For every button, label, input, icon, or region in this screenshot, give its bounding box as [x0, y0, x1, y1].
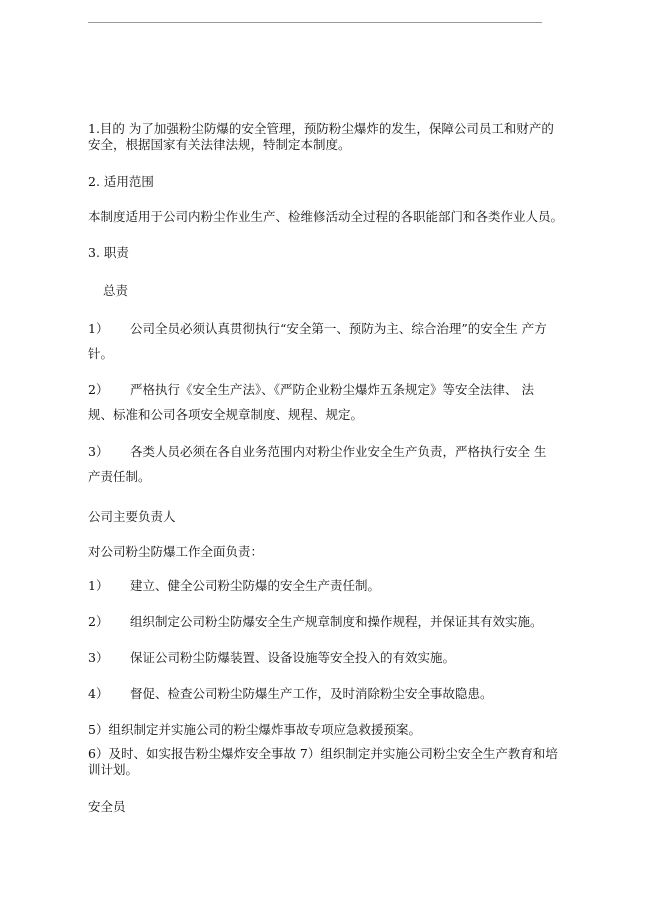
list-item: 5）组织制定并实施公司的粉尘爆炸事故专项应急救援预案。 — [88, 722, 421, 737]
list-item-text: 组织制定公司粉尘防爆安全生产规章制度和操作规程，并保证其有效实施。 — [130, 614, 543, 629]
list-item — [88, 650, 558, 666]
subheading-general: 总责 — [103, 283, 129, 298]
list-item — [88, 614, 558, 630]
list-item-number: 1） — [88, 578, 109, 593]
list-item-text: 保证公司粉尘防爆装置、设备设施等安全投入的有效实施。 — [130, 650, 456, 665]
list-item-number: 3） — [88, 650, 109, 665]
subheading-principal: 公司主要负责人 — [88, 509, 176, 524]
principal-intro: 对公司粉尘防爆工作全面负责： — [88, 544, 264, 559]
header-rule — [88, 22, 542, 23]
list-item-text: 严格执行《安全生产法》、《严防企业粉尘爆炸五条规定》等安全法律、 法规、标准和公司各项安全规章制度、规程、规定。 — [88, 382, 534, 422]
list-item-number: 2） — [88, 614, 109, 629]
list-item — [88, 316, 558, 366]
list-item-number: 3） — [88, 444, 109, 459]
section-heading-scope: 2. 适用范围 — [88, 174, 154, 189]
list-item-text: 建立、健全公司粉尘防爆的安全生产责任制。 — [130, 578, 381, 593]
list-item-text: 督促、检查公司粉尘防爆生产工作，及时消除粉尘安全事故隐患。 — [130, 686, 493, 701]
list-item — [88, 578, 558, 594]
purpose-paragraph: 1.目的 为了加强粉尘防爆的安全管理，预防粉尘爆炸的发生，保障公司员工和财产的安全，根据国家有关法律法规，特制定本制度。 — [88, 121, 554, 152]
subheading-safety-officer: 安全员 — [88, 799, 126, 814]
list-item-number: 1） — [88, 321, 109, 336]
list-item-number: 2） — [88, 382, 109, 397]
list-item-text: 公司全员必须认真贯彻执行“安全第一、预防为主、综合治理”的安全生 产方针。 — [88, 321, 547, 361]
list-item-text: 各类人员必须在各自业务范围内对粉尘作业安全生产负责，严格执行安全 生产责任制。 — [88, 444, 547, 484]
list-item — [88, 686, 558, 702]
scope-paragraph: 本制度适用于公司内粉尘作业生产、检维修活动全过程的各职能部门和各类作业人员。 — [88, 209, 564, 224]
list-item-number: 4） — [88, 686, 109, 701]
section-heading-duties: 3. 职责 — [88, 245, 129, 260]
list-item: 6）及时、如实报告粉尘爆炸安全事故 7）组织制定并实施公司粉尘安全生产教育和培训计划。 — [88, 746, 558, 777]
list-item — [88, 439, 558, 489]
list-item — [88, 377, 558, 427]
